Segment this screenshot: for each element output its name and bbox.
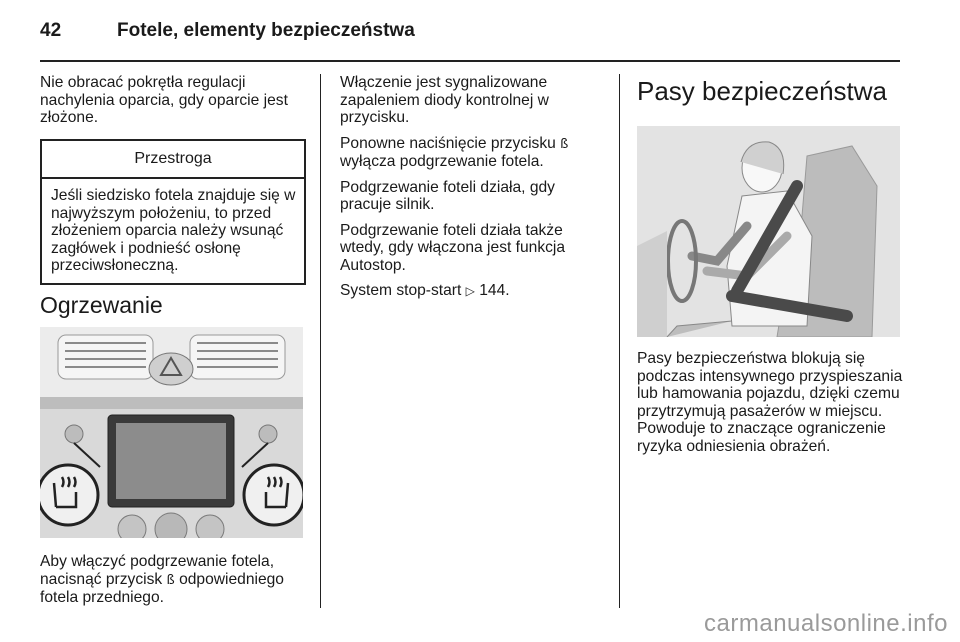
paragraph-text: System stop-start: [340, 282, 466, 299]
paragraph: [340, 135, 604, 171]
warning-title: Przestroga: [42, 141, 304, 179]
seatbelt-illustration: [637, 126, 900, 337]
header-rule: [40, 60, 900, 62]
seatbelt-caption: Pasy bezpieczeństwa blokują się podczas intensywnego przyspieszania lub hamowania pojazdu, dzięki czemu przytrzymują pasażerów w miejscu. Powoduje to znaczące ograniczenie ryzyka odniesienia obrażeń.: [637, 350, 903, 455]
paragraph: [340, 282, 604, 301]
warning-box: [40, 139, 306, 285]
watermark: carmanualsonline.info: [704, 610, 948, 637]
page-title: Fotele, elementy bezpieczeństwa: [117, 20, 415, 41]
column-divider: [320, 74, 321, 608]
seat-heating-icon: ß: [560, 136, 569, 152]
section-heading-heating: Ogrzewanie: [40, 292, 163, 318]
heating-caption: [40, 553, 310, 607]
warning-body: Jeśli siedzisko fotela znajduje się w najwyższym położeniu, to przed złożeniem oparcia należy wsunąć zagłówek i podnieść osłonę przeciwsłoneczną.: [51, 187, 296, 274]
page-reference[interactable]: 144.: [479, 282, 510, 299]
paragraph: Podgrzewanie foteli działa także wtedy, gdy włączona jest funkcja Autostop.: [340, 221, 566, 274]
caption-text: Aby włączyć podgrzewanie fotela, nacisnąć przycisk: [40, 553, 275, 588]
page-number: 42: [40, 20, 62, 41]
section-heading-seatbelts: Pasy bezpieczeństwa: [637, 76, 888, 106]
paragraph: Podgrzewanie foteli działa, gdy pracuje silnik.: [340, 178, 555, 213]
paragraph-text: wyłącza podgrzewanie fotela.: [340, 153, 544, 170]
column-divider: [619, 74, 620, 608]
seat-heating-icon: ß: [166, 572, 175, 588]
paragraph: Włączenie jest sygnalizowane zapaleniem diody kontrolnej w przycisku.: [340, 74, 549, 126]
heated-seat-buttons-illustration: [40, 327, 303, 538]
caption-text: odpowiedniego fotela przedniego.: [40, 570, 284, 606]
paragraph-text: Ponowne naciśnięcie przycisku: [340, 134, 561, 152]
page-header: [40, 18, 900, 58]
intro-paragraph: Nie obracać pokrętła regulacji nachylenia oparcia, gdy oparcie jest złożone.: [40, 74, 288, 126]
column-1: [40, 74, 304, 135]
reference-arrow-icon: ▷: [465, 284, 475, 298]
column-2: [340, 74, 604, 309]
